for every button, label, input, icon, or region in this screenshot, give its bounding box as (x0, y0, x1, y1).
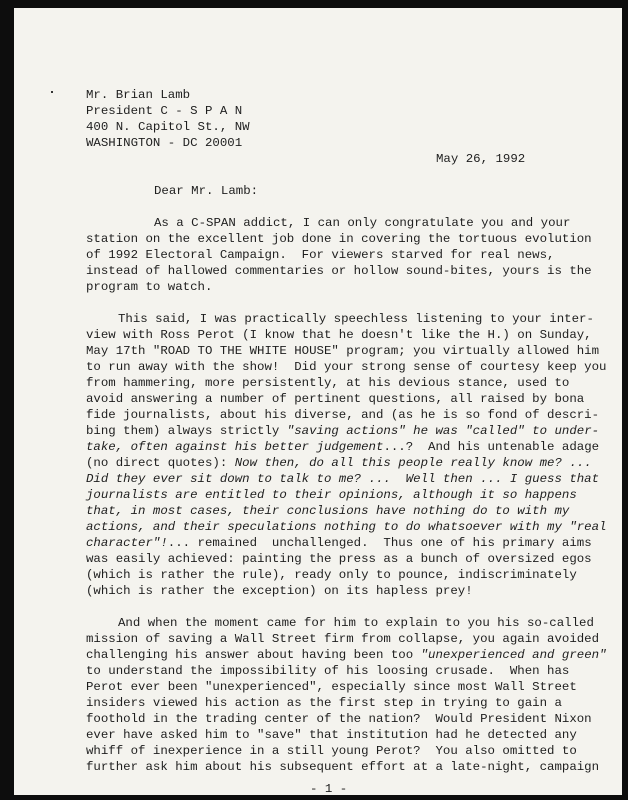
p1-line-1: As a C-SPAN addict, I can only congratulate you and your (154, 216, 571, 230)
p1-line-5: program to watch. (86, 280, 213, 294)
p2-line-8-a: bing them) always strictly (86, 424, 287, 438)
p3-line-2: mission of saving a Wall Street firm from collapse, you again avoided (86, 632, 600, 646)
p2-line-9-b: ...? And his untenable adage (383, 440, 600, 454)
p2-line-2: view with Ross Perot (I know that he doesn't like the H.) on Sunday, (86, 328, 592, 342)
p2-line-5: from hammering, more persistently, at his devious stance, used to (86, 376, 570, 390)
p2-line-17: (which is rather the rule), ready only to pounce, indiscriminately (86, 568, 577, 582)
p3-line-3 (86, 648, 607, 662)
p2-line-18: (which is rather the exception) on its hapless prey! (86, 584, 473, 598)
p3-line-4: to understand the impossibility of his loosing crusade. When has (86, 664, 570, 678)
p1-line-3: of 1992 Electoral Campaign. For viewers starved for real news, (86, 248, 555, 262)
address-line-3: 400 N. Capitol St., NW (86, 120, 250, 134)
p3-line-10: further ask him about his subsequent effort at a late-night, campaign (86, 760, 600, 774)
stray-mark (51, 91, 53, 93)
address-line-4: WASHINGTON - DC 20001 (86, 136, 243, 150)
p3-line-9: whiff of inexperience in a still young Perot? You also omitted to (86, 744, 577, 758)
p2-line-11: Did they ever sit down to talk to me? ... Well then ... I guess that (86, 472, 600, 486)
p2-line-1: This said, I was practically speechless listening to your inter- (118, 312, 594, 326)
salutation: Dear Mr. Lamb: (154, 184, 259, 198)
p3-line-3-b: "unexperienced and green" (420, 648, 607, 662)
p2-line-6: avoid answering a number of pertinent questions, all raised by bona (86, 392, 585, 406)
p2-line-4: to run away with the show! Did your strong sense of courtesy keep you (86, 360, 607, 374)
p3-line-7: foothold in the trading center of the nation? Would President Nixon (86, 712, 592, 726)
p2-line-8-b: "saving actions" he was "called" to under- (286, 424, 600, 438)
letter-date: May 26, 1992 (436, 152, 526, 166)
p2-line-10-a: (no direct quotes): (86, 456, 235, 470)
p2-line-14: actions, and their speculations nothing to do whatsoever with my "real (86, 520, 607, 534)
page-number: - 1 - (310, 782, 348, 796)
p2-line-16: was easily achieved: painting the press as a bunch of oversized egos (86, 552, 592, 566)
p2-line-15-b: ... remained unchallenged. Thus one of his primary aims (167, 536, 592, 550)
p2-line-9 (86, 440, 599, 454)
p2-line-15 (86, 536, 592, 550)
p3-line-1: And when the moment came for him to explain to you his so-called (118, 616, 594, 630)
letter-page (14, 8, 622, 795)
p2-line-8 (86, 424, 599, 438)
p2-line-13: that, in most cases, their conclusions have nothing do to with my (86, 504, 570, 518)
p2-line-10-b: Now then, do all this people really know me? ... (234, 456, 592, 470)
p1-line-2: station on the excellent job done in covering the tortuous evolution (86, 232, 592, 246)
p3-line-6: insiders viewed his action as the first step in trying to gain a (86, 696, 562, 710)
p3-line-5: Perot ever been "unexperienced", especially since most Wall Street (86, 680, 577, 694)
p2-line-10 (86, 456, 592, 470)
p3-line-8: ever have asked him to "save" that institution had he detected any (86, 728, 577, 742)
p2-line-15-a: character"! (86, 536, 168, 550)
p3-line-3-a: challenging his answer about having been too (86, 648, 421, 662)
p2-line-7: fide journalists, about his diverse, and (as he is so fond of descri- (86, 408, 600, 422)
p2-line-3: May 17th "ROAD TO THE WHITE HOUSE" program; you virtually allowed him (86, 344, 600, 358)
address-line-2: President C - S P A N (86, 104, 243, 118)
p2-line-12: journalists are entitled to their opinions, although it so happens (86, 488, 577, 502)
address-line-1: Mr. Brian Lamb (86, 88, 191, 102)
p1-line-4: instead of hallowed commentaries or hollow sound-bites, yours is the (86, 264, 592, 278)
p2-line-9-a: take, often against his better judgement (86, 440, 384, 454)
